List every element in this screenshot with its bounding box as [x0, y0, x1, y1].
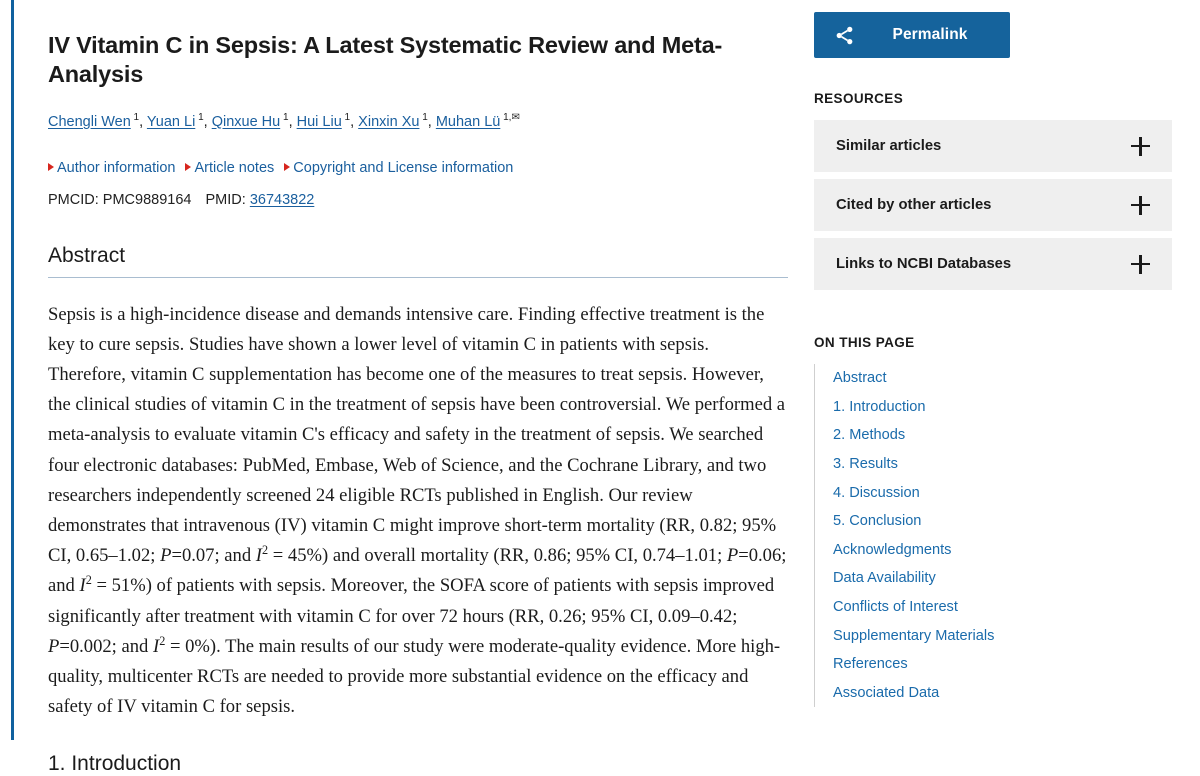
author-affiliation-marker: 1: [130, 111, 140, 123]
resources-kicker: RESOURCES: [814, 91, 904, 106]
toc-link[interactable]: Acknowledgments: [833, 541, 952, 558]
resources-accordion: [814, 120, 1172, 290]
on-this-page-kicker: ON THIS PAGE: [814, 335, 915, 350]
accordion-row[interactable]: [814, 179, 1172, 231]
abstract-heading: Abstract: [48, 208, 788, 278]
accordion-label: Links to NCBI Databases: [836, 256, 1012, 272]
author-link[interactable]: Hui Liu: [296, 113, 342, 130]
author-affiliation-marker: 1: [280, 111, 289, 123]
left-accent-rail: [11, 0, 14, 740]
toc-link[interactable]: Associated Data: [833, 684, 940, 701]
toc-link[interactable]: Supplementary Materials: [833, 627, 995, 644]
triangle-right-icon: [48, 163, 54, 171]
toc-link[interactable]: 1. Introduction: [833, 398, 926, 415]
author-affiliation-marker: 1,✉: [500, 111, 520, 123]
permalink-button[interactable]: [814, 12, 1010, 58]
share-icon: [824, 25, 864, 46]
meta-link[interactable]: Article notes: [185, 160, 274, 176]
toc-link[interactable]: References: [833, 656, 908, 673]
sidebar: [814, 0, 1172, 707]
introduction-heading: 1. Introduction: [48, 752, 182, 776]
meta-link[interactable]: Author information: [48, 160, 175, 176]
abstract-text: Sepsis is a high-incidence disease and demands intensive care. Finding effective treatment is the key to cure sepsis. Studies have shown a lower level of vitamin C in patients with sepsis. Therefore, vitamin C supplementation has become one of the measures to treat sepsis. However, the clinical studies of vitamin C in the treatment of sepsis have been controversial. We performed a meta-analysis to evaluate vitamin C's efficacy and safety in the treatment of sepsis. We searched four electronic databases: PubMed, Embase, Web of Science, and the Cochrane Library, and two researchers independently screened 24 eligible RCTs published in English. Our review demonstrates that intravenous (IV) vitamin C might improve short-term mortality (RR, 0.82; 95% CI, 0.65–1.02; P=0.07; and $I^2 = 45\%$) and overall mortality (RR, 0.86; 95% CI, 0.74–1.01; P=0.06; and $I^2 = 51\%$) of patients with sepsis. Moreover, the SOFA score of patients with sepsis improved significantly after treatment with vitamin C for over 72 hours (RR, 0.26; 95% CI, 0.09–0.42; P=0.002; and $I^2 = 0\%$). The main results of our study were moderate-quality evidence. More high-quality, multicenter RCTs are needed to provide more substantial evidence on the efficacy and safety of IV vitamin C for sepsis.: [48, 303, 787, 718]
article-meta-links: [48, 158, 788, 178]
author-link[interactable]: Xinxin Xu: [358, 113, 420, 130]
author-list: Chengli Wen $^1$, Yuan Li $^1$, Qinxue Hu $^1$, Hui Liu $^1$, Xinxin Xu $^1$, Muhan Lü $^{1,✉}$: [48, 111, 520, 130]
toc-link[interactable]: 5. Conclusion: [833, 513, 922, 530]
author-link[interactable]: Yuan Li: [146, 113, 196, 130]
article-identifiers: [48, 192, 788, 208]
permalink-label: Permalink: [892, 26, 968, 43]
author-affiliation-marker: 1: [419, 111, 428, 123]
author-affiliation-marker: 1: [341, 111, 351, 123]
author-link[interactable]: Chengli Wen: [48, 113, 131, 130]
pmid-link[interactable]: 36743822: [249, 191, 315, 208]
plus-icon[interactable]: [1131, 196, 1150, 215]
page-title: IV Vitamin C in Sepsis: A Latest Systematic Review and Meta-Analysis: [48, 32, 723, 88]
article-column: [48, 0, 788, 776]
accordion-label: Cited by other articles: [836, 197, 992, 213]
toc-link[interactable]: Conflicts of Interest: [833, 599, 958, 616]
accordion-label: Similar articles: [836, 138, 942, 154]
toc-link[interactable]: Abstract: [833, 370, 887, 387]
accordion-row[interactable]: [814, 120, 1172, 172]
table-of-contents: [814, 364, 1172, 707]
triangle-right-icon: [284, 163, 290, 171]
toc-link[interactable]: Data Availability: [833, 570, 936, 587]
triangle-right-icon: [185, 163, 191, 171]
author-link[interactable]: Qinxue Hu: [211, 113, 281, 130]
toc-link[interactable]: 4. Discussion: [833, 484, 920, 501]
plus-icon[interactable]: [1131, 137, 1150, 156]
pmid-label: PMID:: [205, 191, 246, 208]
author-link[interactable]: Muhan Lü: [435, 113, 501, 130]
plus-icon[interactable]: [1131, 255, 1150, 274]
toc-link[interactable]: 2. Methods: [833, 427, 906, 444]
pmcid-label: PMCID:: [48, 191, 99, 208]
author-affiliation-marker: 1: [195, 111, 204, 123]
pmcid-value: PMC9889164: [102, 191, 192, 208]
meta-link[interactable]: Copyright and License information: [284, 160, 513, 176]
accordion-row[interactable]: [814, 238, 1172, 290]
toc-link[interactable]: 3. Results: [833, 456, 898, 473]
